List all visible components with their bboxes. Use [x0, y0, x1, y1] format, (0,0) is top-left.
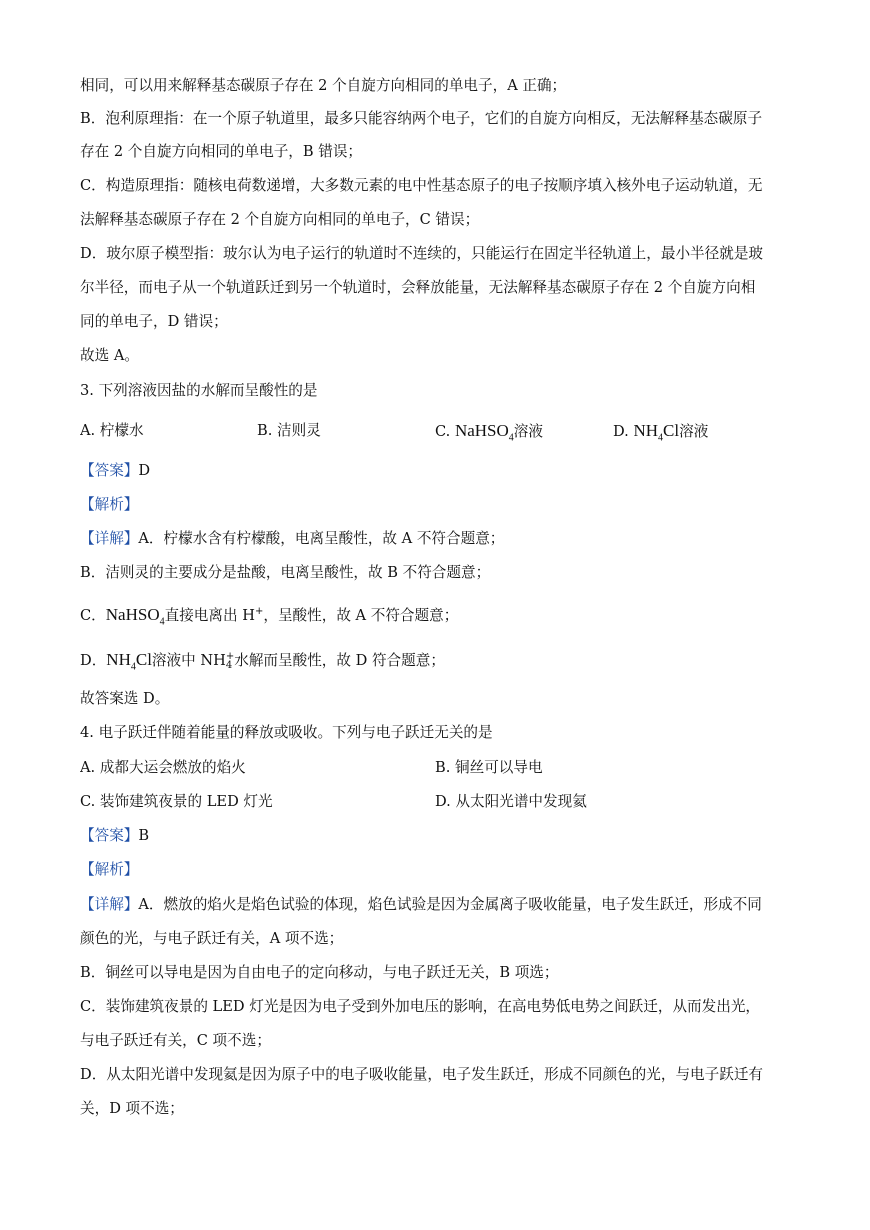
detail-line: 与电子跃迁有关，C 项不选；	[80, 1032, 271, 1049]
text-line: 尔半径，而电子从一个轨道跃迁到另一个轨道时，会释放能量，无法解释基态碳原子存在 2 个自旋方向相	[80, 279, 756, 296]
text-line: 故选 A。	[80, 347, 139, 364]
question-4-stem: 4. 电子跃迁伴随着能量的释放或吸收。下列与电子跃迁无关的是	[80, 724, 493, 741]
detail-line: B．铜丝可以导电是因为自由电子的定向移动，与电子跃迁无关，B 项选；	[80, 964, 559, 981]
detail-line: 关，D 项不选；	[80, 1100, 184, 1117]
detail-tag: 【详解】	[80, 896, 139, 913]
detail-line: C．NaHSO$_4$直接电离出 H+，呈酸性，故 A 不符合题意；	[80, 605, 459, 628]
question-3-options	[80, 421, 795, 445]
formula-nh4cl: $NH_4Cl$	[633, 421, 680, 444]
text-line: 存在 2 个自旋方向相同的单电子，B 错误；	[80, 143, 363, 160]
detail-line: D．$NH_4Cl$溶液中 NH + 4 水解而呈酸性，故 D 符合题意；	[80, 650, 445, 673]
formula-nahso4: NaHSO$_4$	[454, 421, 514, 444]
analysis-tag: 【解析】	[80, 496, 139, 513]
option-b: B. 铜丝可以导电	[435, 759, 543, 776]
question-4-options-row1	[80, 758, 795, 780]
detail-tag: 【详解】	[80, 530, 139, 547]
answer-line	[80, 826, 795, 846]
option-a: A. 柠檬水	[80, 422, 144, 439]
answer-value: D	[138, 462, 151, 479]
detail-line: 【详解】A．燃放的焰火是焰色试验的体现，焰色试验是因为金属离子吸收能量，电子发生跃迁，形成不同	[80, 896, 762, 913]
question-3-stem: 3. 下列溶液因盐的水解而呈酸性的是	[80, 382, 318, 399]
answer-tag: 【答案】	[80, 827, 139, 844]
formula-nahso4: NaHSO$_4$	[105, 605, 165, 628]
option-c: C. NaHSO$_4$溶液	[435, 421, 543, 444]
detail-line: 【详解】A．柠檬水含有柠檬酸，电离呈酸性，故 A 不符合题意；	[80, 530, 505, 547]
text-line: 相同，可以用来解释基态碳原子存在 2 个自旋方向相同的单电子，A 正确；	[80, 77, 567, 94]
answer-tag: 【答案】	[80, 462, 139, 479]
conclusion-line: 故答案选 D。	[80, 690, 170, 707]
text-line: B．泡利原理指：在一个原子轨道里，最多只能容纳两个电子，它们的自旋方向相反，无法解释基态碳原子	[80, 110, 763, 127]
detail-line: C．装饰建筑夜景的 LED 灯光是因为电子受到外加电压的影响，在高电势低电势之间跃迁，从而发出光，	[80, 998, 761, 1015]
text-line: 法解释基态碳原子存在 2 个自旋方向相同的单电子，C 错误；	[80, 211, 480, 228]
answer-value: B	[138, 827, 150, 844]
ion-super-sub: + 4	[225, 651, 235, 671]
formula-nh4cl: $NH_4Cl$	[106, 650, 152, 673]
option-a: A. 成都大运会燃放的焰火	[80, 759, 246, 776]
detail-line: 颜色的光，与电子跃迁有关，A 项不选；	[80, 930, 344, 947]
detail-line: B．洁则灵的主要成分是盐酸，电离呈酸性，故 B 不符合题意；	[80, 564, 491, 581]
answer-line	[80, 461, 795, 481]
detail-line: D．从太阳光谱中发现氦是因为原子中的电子吸收能量，电子发生跃迁，形成不同颜色的光，与电子跃迁有	[80, 1066, 764, 1083]
text-line: C．构造原理指：随核电荷数递增，大多数元素的电中性基态原子的电子按顺序填入核外电子运动轨道，无	[80, 177, 763, 194]
option-d: D. 从太阳光谱中发现氦	[435, 793, 587, 810]
option-c: C. 装饰建筑夜景的 LED 灯光	[80, 793, 273, 810]
analysis-tag: 【解析】	[80, 861, 139, 878]
option-b: B. 洁则灵	[257, 422, 321, 439]
text-line: D．玻尔原子模型指：玻尔认为电子运行的轨道时不连续的，只能运行在固定半径轨道上，最小半径就是玻	[80, 245, 764, 262]
question-4-options-row2	[80, 792, 795, 814]
text-line: 同的单电子，D 错误；	[80, 313, 228, 330]
option-d: D. $NH_4Cl$溶液	[613, 421, 709, 444]
